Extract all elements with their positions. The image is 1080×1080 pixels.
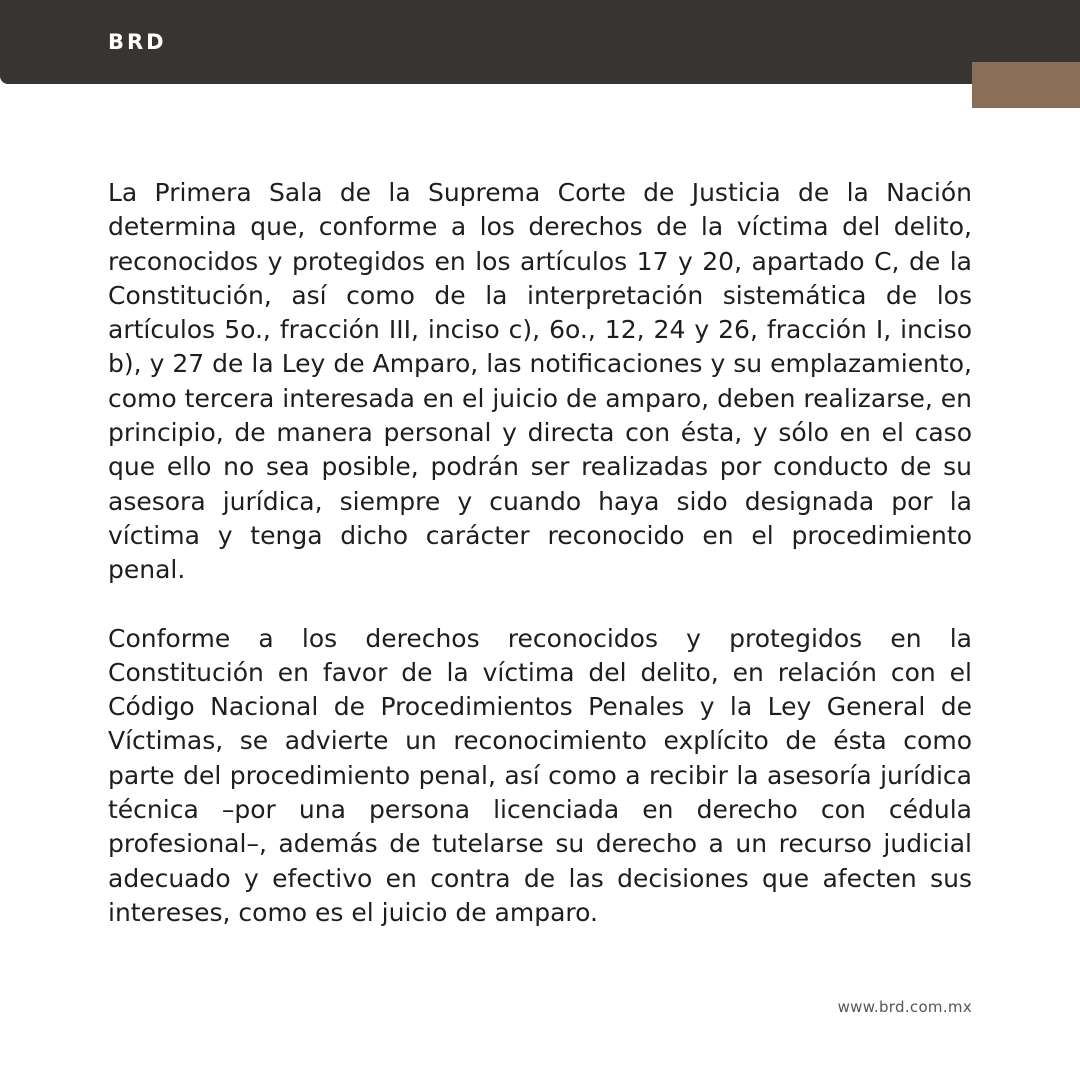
accent-block [972,62,1080,108]
brand-logo: BRD [108,30,167,54]
paragraph: Conforme a los derechos reconocidos y protegidos en la Constitución en favor de la víctima del delito, en relación con el Código Nacional de Procedimientos Penales y la Ley General de Víctimas, se advierte un reconocimiento explícito de ésta como parte del procedimiento penal, así como a recibir la asesoría jurídica técnica –por una persona licenciada en derecho con cédula profesional–, además de tutelarse su derecho a un recurso judicial adecuado y efectivo en contra de las decisiones que afecten sus intereses, como es el juicio de amparo. [108,623,972,927]
header-bar [0,0,1080,84]
footer-url: www.brd.com.mx [837,998,972,1016]
article-body [108,176,972,930]
paragraph: La Primera Sala de la Suprema Corte de Justicia de la Nación determina que, conforme a los derechos de la víctima del delito, reconocidos y protegidos en los artículos 17 y 20, apartado C, de la Constitución, así como de la interpretación sistemática de los artículos 5o., fracción III, inciso c), 6o., 12, 24 y 26, fracción I, inciso b), y 27 de la Ley de Amparo, las notificaciones y su emplazamiento, como tercera interesada en el juicio de amparo, deben realizarse, en principio, de manera personal y directa con ésta, y sólo en el caso que ello no sea posible, podrán ser realizadas por conducto de su asesora jurídica, siempre y cuando haya sido designada por la víctima y tenga dicho carácter reconocido en el procedimiento penal. [108,178,972,585]
